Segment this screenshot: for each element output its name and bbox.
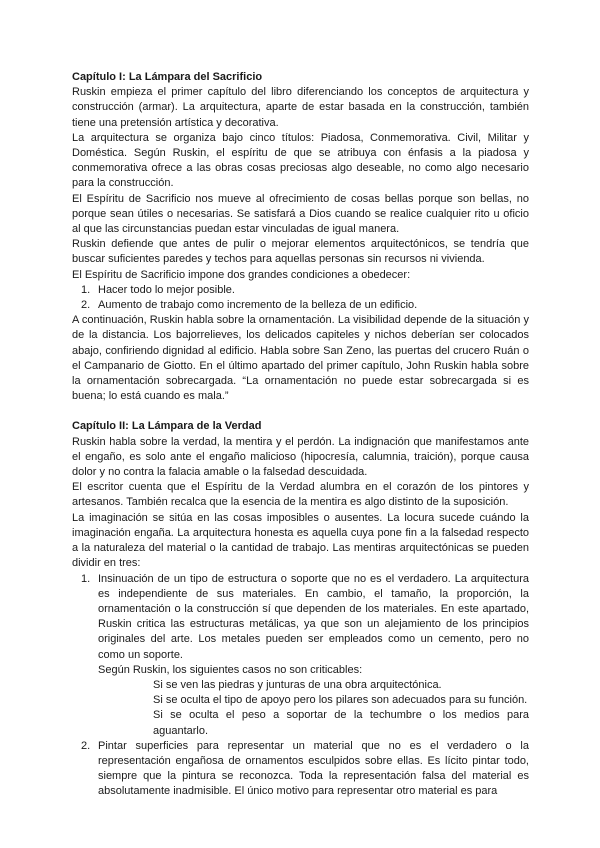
- chapter1-conditions-list: [72, 283, 529, 313]
- chapter1-paragraph-1: Ruskin empieza el primer capítulo del libro diferenciando los conceptos de arquitectura y construcción (armar). La arquitectura, aparte de estar basada en la construcción, también tiene una pretensión artística y decorativa.: [72, 86, 529, 129]
- chapter1-paragraph-5: El Espíritu de Sacrificio impone dos grandes condiciones a obedecer:: [72, 268, 411, 281]
- case-item: Si se oculta el peso a soportar de la techumbre o los medios para aguantarlo.: [153, 709, 529, 737]
- chapter2-title: Capítulo II: La Lámpara de la Verdad: [72, 420, 262, 433]
- chapter1-paragraph-2: La arquitectura se organiza bajo cinco títulos: Piadosa, Conmemorativa. Civil, Militar y Doméstica. Según Ruskin, el espíritu de que se atribuya con énfasis a la piadosa y conmemorativa ofrece a las obras cosas preciosas algo deseable, no como algo necesario para la construcción.: [72, 131, 529, 190]
- list-item: 1. Hacer todo lo mejor posible.: [81, 283, 235, 296]
- list-item: 2. Aumento de trabajo como incremento de la belleza de un edificio.: [81, 299, 418, 312]
- document-page: [72, 70, 529, 800]
- chapter1-closing: A continuación, Ruskin habla sobre la ornamentación. La visibilidad depende de la situación y de la distancia. Los bajorrelieves, los delicados capiteles y nichos deberían ser colocados abajo, confiriendo dignidad al edificio. Habla sobre San Zeno, las puertas del crucero Ruán o el Campanario de Giotto. En el último apartado del primer capítulo, John Ruskin habla sobre la ornamentación sobrecargada. “La ornamentación no puede estar sobrecargada si es buena; lo está cuando es mala.”: [72, 314, 529, 403]
- list-item: 2. Pintar superficies para representar un material que no es el verdadero o la representación engañosa de ornamentos esculpidos sobre ellas. Es lícito pintar todo, siempre que la pintura se reconozca. Toda la representación falsa del material es absolutamente inadmisible. El único motivo para representar otro material es para: [81, 739, 529, 798]
- chapter2-paragraph-1: Ruskin habla sobre la verdad, la mentira y el perdón. La indignación que manifestamos ante el engaño, es solo ante el engaño malicioso (hipocresía, calumnia, traición), porque causa dolor y no contra la falacia amable o la falsedad descuidada.: [72, 435, 529, 479]
- chapter2-paragraph-3: La imaginación se sitúa en las cosas imposibles o ausentes. La locura sucede cuándo la imaginación engaña. La arquitectura honesta es aquella cuya pone fin a la falsedad respecto a la naturaleza del material o la cantidad de trabajo. Las mentiras arquitectónicas se pueden dividir en tres:: [72, 511, 529, 570]
- chapter1-title: Capítulo I: La Lámpara del Sacrificio: [72, 71, 263, 83]
- cases-intro: Según Ruskin, los siguientes casos no son criticables:: [98, 663, 363, 676]
- case-item: Si se ven las piedras y junturas de una obra arquitectónica.: [153, 678, 442, 691]
- case-item: Si se oculta el tipo de apoyo pero los pilares son adecuados para su función.: [153, 694, 528, 707]
- chapter2-paragraph-2: El escritor cuenta que el Espíritu de la Verdad alumbra en el corazón de los pintores y artesanos. También recalca que la esencia de la mentira es algo distinto de la suposición.: [72, 481, 529, 509]
- chapter1-paragraph-4: Ruskin defiende que antes de pulir o mejorar elementos arquitectónicos, se tendría que buscar suficientes paredes y techos para aquellas personas sin recursos ni vivienda.: [72, 238, 529, 266]
- list-item: 1. Insinuación de un tipo de estructura o soporte que no es el verdadero. La arquitectura es independiente de sus materiales. En cambio, el tamaño, la proporción, la ornamentación o la construcción sí que dependen de los materiales. En este apartado, Ruskin critica las estructuras metálicas, ya que son un alejamiento de los principios originales del arte. Los metales pueden ser empleados como un cemento, pero no como un soporte. Según Ruskin, los siguientes casos no son criticables: Si se ven las piedras y junturas de una obra arquitectónica. Si se oculta el tipo de apoyo pero los pilares son adecuados para su función. Si se oculta el peso a soportar de la techumbre o los medios para aguantarlo.: [72, 572, 529, 739]
- chapter2-lies-list: [72, 572, 529, 800]
- chapter1-paragraph-3: El Espíritu de Sacrificio nos mueve al ofrecimiento de cosas bellas porque son bellas, no porque sean útiles o necesarias. Se satisfará a Dios cuando se realice cualquier rito u oficio al que las circunstancias puedan estar vinculadas de igual manera.: [72, 192, 529, 236]
